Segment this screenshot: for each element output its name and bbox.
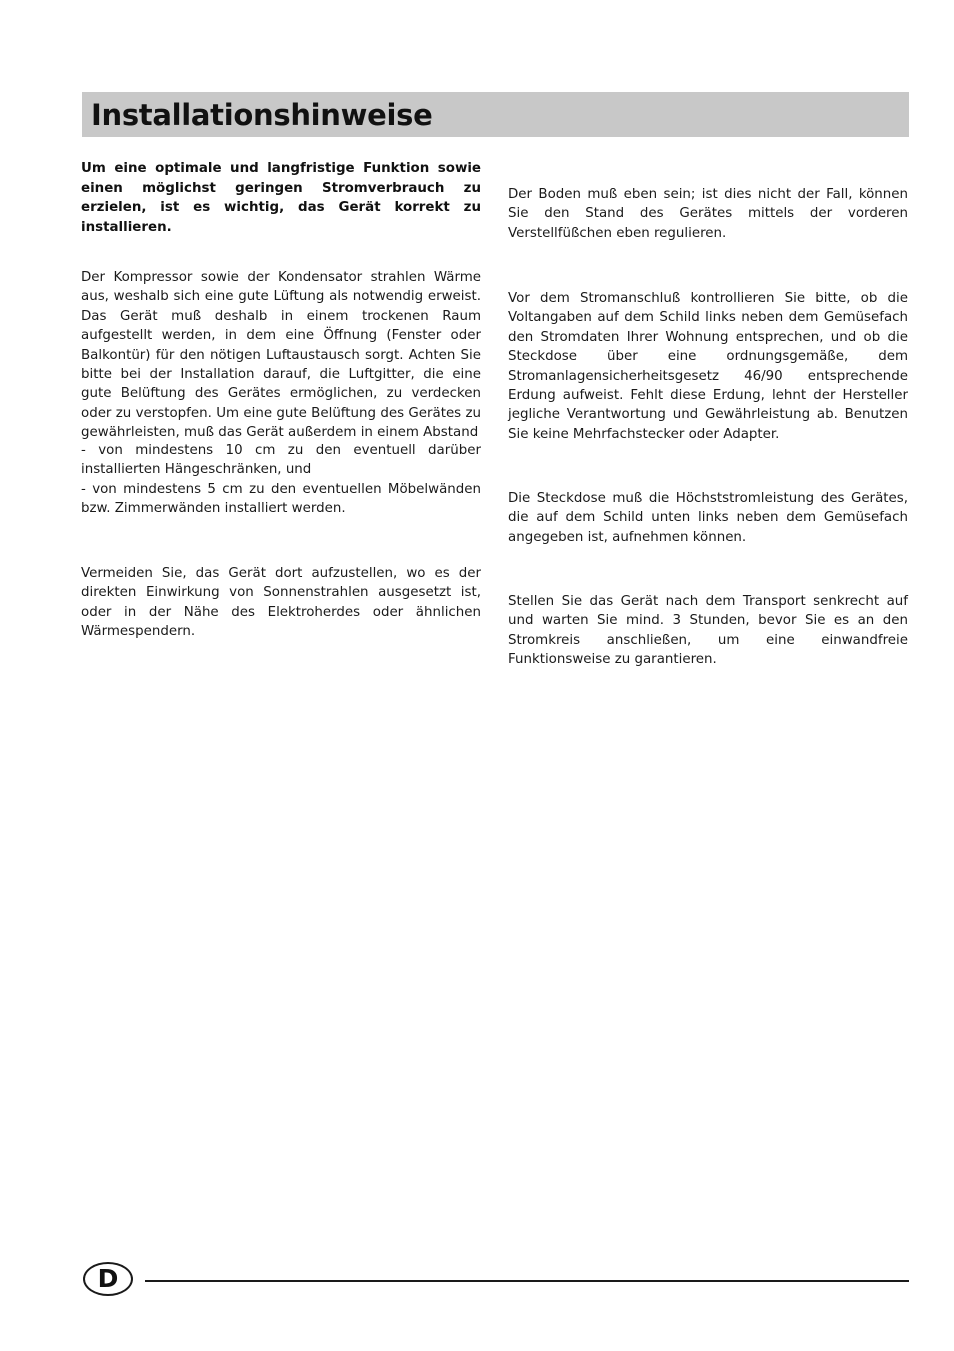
title-bar (82, 92, 909, 137)
power-check-paragraph: Vor dem Stromanschluß kontrollieren Sie bitte, ob die Voltangaben auf dem Schild links neben dem Gemüsefach den Stromdaten Ihrer Wohnung entsprechen, und ob die Steckdose über eine ordnungsgemäße, dem Stromanlagensicherheitsgesetz 46/90 entsprechende Erdung aufweist. Fehlt diese Erdung, lehnt der Hersteller jegliche Verantwortung und Gewährleistung ab. Benutzen Sie keine Mehrfachstecker oder Adapter. (508, 291, 908, 442)
footer-rule (145, 1280, 909, 1282)
transport-paragraph: Stellen Sie das Gerät nach dem Transport senkrecht auf und warten Sie mind. 3 Stunden, bevor Sie es an den Stromkreis anschließen, um eine einwandfreie Funktionsweise zu garantieren. (508, 594, 908, 668)
ventilation-paragraph: Der Kompressor sowie der Kondensator strahlen Wärme aus, weshalb sich eine gute Lüftung als notwendig erweist. Das Gerät muß deshalb in einem trockenen Raum aufgestellt werden, in dem eine Öffnung (Fenster oder Balkontür) für den nötigen Luftaustausch sorgt. Achten Sie bitte bei der Installation darauf, die Luftgitter, die eine gute Belüftung des Gerätes ermöglichen, zu verdecken oder zu verstopfen. Um eine gute Belüftung des Gerätes zu gewährleisten, muß das Gerät außerdem in einem Abstand (81, 270, 481, 441)
floor-paragraph: Der Boden muß eben sein; ist dies nicht der Fall, können Sie den Stand des Gerätes mittels der vorderen Verstellfüßchen eben regulieren. (508, 187, 908, 241)
intro-paragraph: Um eine optimale und langfristige Funktion sowie einen möglichst geringen Stromverbrauch zu erzielen, ist es wichtig, das Gerät korrekt zu installieren. (81, 161, 481, 235)
page-title: Installationshinweise (91, 98, 433, 132)
distance-item-2: - von mindestens 5 cm zu den eventuellen Möbelwänden bzw. Zimmerwänden installiert werden. (81, 482, 481, 517)
distance-item-1: - von mindestens 10 cm zu den eventuell darüber installierten Hängeschränken, und (81, 443, 481, 478)
sunlight-paragraph: Vermeiden Sie, das Gerät dort aufzustellen, wo es der direkten Einwirkung von Sonnenstrahlen ausgesetzt ist, oder in der Nähe des Elektroherdes oder ähnlichen Wärmespendern. (81, 566, 481, 640)
language-badge: D (83, 1262, 133, 1296)
socket-paragraph: Die Steckdose muß die Höchststromleistung des Gerätes, die auf dem Schild unten links neben dem Gemüsefach angegeben ist, aufnehmen können. (508, 491, 908, 545)
